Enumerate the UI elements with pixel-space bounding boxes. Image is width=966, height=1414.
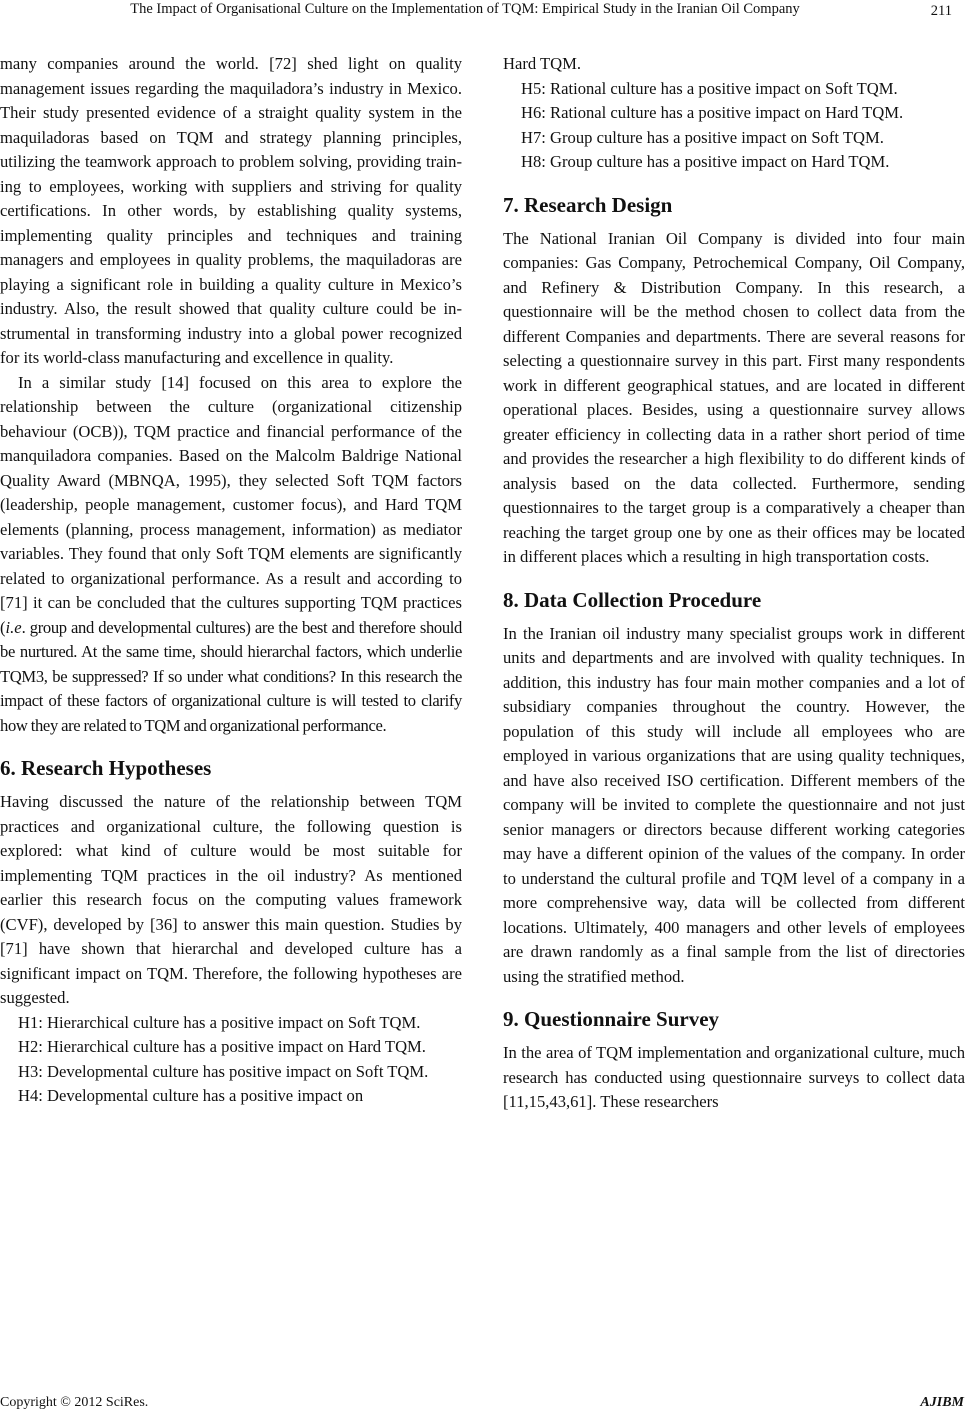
- section-heading-data-collection: 8. Data Collection Procedure: [503, 587, 762, 612]
- section-heading-questionnaire-survey: 9. Questionnaire Survey: [503, 1007, 720, 1031]
- paragraph-text-dense: . group and developmental cultures) are the best and therefore should be nurtured. At the same time, should hierarchal factors, which underlie TQM3, be suppressed? If so under what conditions? In this research the impact of these factors of organizational culture is will tested to clarify how they are related to TQM and organizational performance.: [0, 617, 462, 735]
- right-column: [503, 52, 965, 1115]
- paragraph-text: In a similar study [14] focused on this area to explore the relationship between the culture (organizational citizenship behaviour (OCB)), TQM practice and financial performance of the manquiladora companies. Based on the Malcolm Baldrige National Quality Award (MBNQA, 1995), they selected Soft TQM factors (leadership, people management, customer focus), and Hard TQM elements (planning, process management, information) as mediator variables. They found that only Soft TQM elements are significantly related to organizational performance. As a result and according to [71] it can be concluded that the cultures supporting TQM practices (: [0, 372, 462, 637]
- hypothesis-h1: H1: Hierarchical culture has a positive impact on Soft TQM.: [18, 1012, 421, 1032]
- copyright-notice: Copyright © 2012 SciRes.: [0, 1395, 149, 1410]
- hypothesis-h5: H5: Rational culture has a positive impact on Soft TQM.: [521, 78, 898, 98]
- page-footer: [0, 1394, 966, 1414]
- journal-abbreviation: AJIBM: [920, 1395, 964, 1410]
- paragraph-maquiladora: many companies around the world. [72] shed light on quality management issues regarding the maquiladora’s industry in Mexico. Their study presented evidence of a straight quality system in the maquiladoras based on TQM and strategy planning principles, utilizing the teamwork approach to problem solving, providing training to employees, working with suppliers and striving for quality certifications. In other words, by establishing quality systems, implementing quality principles and techniques and training managers and employees in quality problems, the maquiladoras are playing a significant role in building a quality culture in Mexico’s industry. Also, the result showed that quality culture could be instrumental in transforming industry into a global power recognized for its world-class manufacturing and excellence in quality.: [0, 54, 462, 367]
- ie-abbreviation: i.e: [5, 617, 22, 637]
- paragraph-similar-study: [0, 371, 462, 739]
- left-column: [0, 52, 462, 1109]
- paragraph-hypotheses-intro: Having discussed the nature of the relationship between TQM practices and organizational culture, the following question is explored: what kind of culture would be most suitable for implementing TQM practices in the oil industry? As mentioned earlier this research focus on the computing values framework (CVF), developed by [36] to answer this main question. Studies by [71] have shown that hierarchal and developed culture has a significant impact on TQM. Therefore, the following hypotheses are suggested.: [0, 792, 462, 1007]
- hypothesis-h2: H2: Hierarchical culture has a positive impact on Hard TQM.: [18, 1037, 426, 1056]
- hypothesis-h3: H3: Developmental culture has positive impact on Soft TQM.: [18, 1061, 429, 1081]
- hypothesis-h7: H7: Group culture has a positive impact on Soft TQM.: [521, 127, 884, 147]
- paragraph-research-design: The National Iranian Oil Company is divided into four main companies: Gas Company, Petrochemical Company, Oil Company, and Refinery & Distribution Company. In this research, a questionnaire will be the method chosen to collect data from the different Companies and departments. There are several reasons for selecting a questionnaire survey in this part. First many respondents work in different geographical statues, and are located in different operational places. Besides, using a questionnaire survey allows greater efficiency in collecting data in a rather short period of time and provides the researcher a high flexibility to do different kinds of analysis based on the data collected. Furthermore, sending questionnaires to the target group is a comparatively a cheaper than reaching the target group one by one as their offices may be located in different places which a resulting in high transportation costs.: [503, 228, 965, 566]
- paragraph-data-collection: In the Iranian oil industry many specialist groups work in different units and departments and are involved with quality techniques. In addition, this industry has four main mother companies and a lot of subsidiary companies throughout the country. However, the population of this study will include all employees who are employed in various organizations that are using quality techniques, and have also received ISO certification. Different members of the company will be invited to complete the questionnaire and not just senior managers or directors because different working categories may have a different opinion of the values of the company. In order to understand the cultural profile and TQM level of a company in a more comprehensive way, data will be collected from different locations. Ultimately, 400 managers and other levels of employees are drawn randomly as a final sample from the list of directories using the stratified method.: [503, 623, 965, 986]
- paragraph-questionnaire-survey: In the area of TQM implementation and organizational culture, much research has conducted using questionnaire surveys to collect data [11,15,43,61]. These researchers: [503, 1043, 965, 1111]
- page-number: 211: [930, 3, 952, 19]
- hypothesis-h4-continued: Hard TQM.: [503, 54, 582, 73]
- running-header: [0, 0, 966, 30]
- hypothesis-h6: H6: Rational culture has a positive impact on Hard TQM.: [521, 103, 904, 122]
- hypothesis-h8: H8: Group culture has a positive impact on Hard TQM.: [521, 152, 890, 171]
- section-heading-hypotheses: 6. Research Hypotheses: [0, 756, 212, 780]
- section-heading-research-design: 7. Research Design: [503, 192, 673, 217]
- running-title: The Impact of Organisational Culture on the Implementation of TQM: Empirical Study in the Iranian Oil Company: [130, 1, 800, 17]
- hypothesis-h4: H4: Developmental culture has a positive impact on: [18, 1086, 364, 1105]
